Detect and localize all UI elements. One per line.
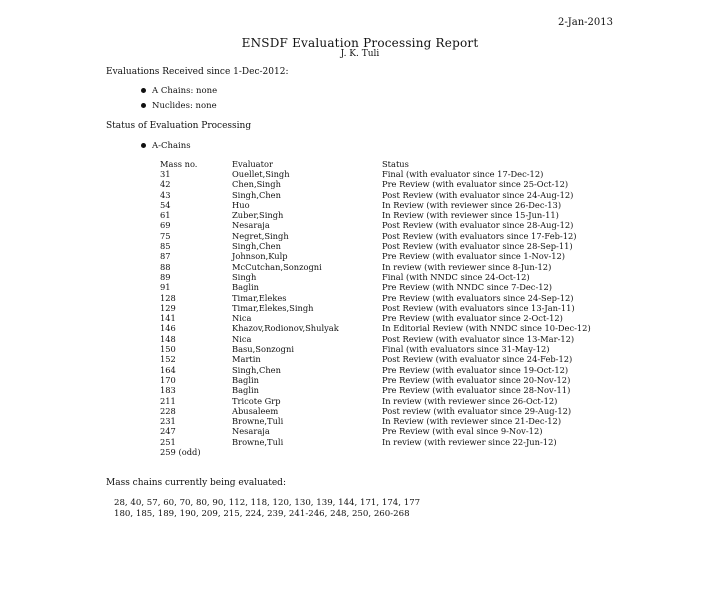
- cell-status: In review (with reviewer since 26-Oct-12): [382, 395, 558, 406]
- cell-evaluator: Nica: [232, 333, 252, 344]
- cell-status: Post Review (with evaluators since 13-Jan-11): [382, 302, 575, 313]
- cell-evaluator: Browne,Tuli: [232, 436, 284, 447]
- cell-mass-number: 85: [160, 241, 171, 252]
- cell-evaluator: Singh,Chen: [232, 364, 281, 375]
- cell-mass-number: 164: [160, 364, 176, 375]
- status-table-header: [156, 159, 652, 169]
- cell-status: Post Review (with evaluator since 13-Mar-12): [382, 333, 575, 344]
- cell-mass-number: 228: [160, 405, 176, 416]
- table-row: [156, 334, 652, 344]
- cell-mass-number: 87: [160, 251, 171, 262]
- cell-status: In review (with reviewer since 8-Jun-12): [382, 261, 552, 272]
- cell-evaluator: Baglin: [232, 282, 260, 293]
- table-row: [156, 293, 652, 303]
- cell-mass-number: 54: [160, 199, 171, 210]
- cell-status: In review (with reviewer since 22-Jun-12): [382, 436, 557, 447]
- table-row: [156, 210, 652, 220]
- cell-evaluator: Nesaraja: [232, 426, 270, 437]
- cell-evaluator: Singh,Chen: [232, 189, 281, 200]
- cell-evaluator: Baglin: [232, 385, 260, 396]
- cell-status: In Review (with reviewer since 15-Jun-11): [382, 210, 559, 221]
- cell-evaluator: Timar,Elekes,Singh: [232, 302, 314, 313]
- cell-mass-number: 42: [160, 179, 171, 190]
- cell-status: Final (with NNDC since 24-Oct-12): [382, 271, 530, 282]
- cell-mass-number: 43: [160, 189, 171, 200]
- cell-mass-number: 141: [160, 313, 176, 324]
- status-subheading-label: A-Chains: [152, 141, 191, 151]
- table-row: [156, 179, 652, 189]
- cell-status: Pre Review (with evaluator since 1-Nov-12): [382, 251, 566, 262]
- table-row: [156, 437, 652, 447]
- table-row: [156, 169, 652, 179]
- status-table: [156, 159, 652, 457]
- cell-mass-number: 146: [160, 323, 176, 334]
- table-row: [156, 190, 652, 200]
- received-item-label: A Chains: none: [152, 86, 218, 96]
- cell-mass-number: 251: [160, 436, 176, 447]
- cell-mass-number: 259 (odd): [160, 447, 201, 458]
- received-heading: Evaluations Received since 1-Dec-2012:: [106, 67, 289, 77]
- cell-evaluator: Abusaleem: [232, 405, 279, 416]
- received-item-label: Nuclides: none: [152, 101, 217, 111]
- cell-mass-number: 170: [160, 374, 176, 385]
- status-table-body: [156, 169, 652, 457]
- cell-evaluator: Singh: [232, 271, 257, 282]
- table-row: [156, 426, 652, 436]
- table-row: [156, 365, 652, 375]
- cell-evaluator: Martin: [232, 354, 261, 365]
- table-row: [156, 241, 652, 251]
- cell-status: Final (with evaluators since 31-May-12): [382, 344, 550, 355]
- table-row: [156, 396, 652, 406]
- cell-evaluator: Browne,Tuli: [232, 416, 284, 427]
- cell-status: [382, 447, 652, 457]
- cell-evaluator: Negret,Singh: [232, 230, 289, 241]
- mass-chains-line-2: 180, 185, 189, 190, 209, 215, 224, 239, 241-246, 248, 250, 260-268: [114, 509, 410, 519]
- table-row: [156, 251, 652, 261]
- table-row: [156, 313, 652, 323]
- table-row: [156, 323, 652, 333]
- table-row: [156, 385, 652, 395]
- cell-evaluator: Huo: [232, 199, 250, 210]
- cell-status: In Editorial Review (with NNDC since 10-Dec-12): [382, 323, 591, 334]
- cell-status: Pre Review (with evaluator since 25-Oct-12): [382, 179, 569, 190]
- mass-chains-line-1: 28, 40, 57, 60, 70, 80, 90, 112, 118, 120, 130, 139, 144, 171, 174, 177: [114, 498, 421, 508]
- cell-status: Pre Review (with evaluator since 2-Oct-12): [382, 313, 563, 324]
- cell-status: Pre Review (with eval since 9-Nov-12): [382, 426, 543, 437]
- status-subheading: [141, 141, 191, 151]
- cell-status: Pre Review (with evaluator since 19-Oct-12): [382, 364, 569, 375]
- cell-status: Pre Review (with evaluators since 24-Sep-12): [382, 292, 574, 303]
- cell-mass-number: 148: [160, 333, 176, 344]
- bullet-icon: [141, 143, 146, 148]
- status-heading: Status of Evaluation Processing: [106, 121, 252, 131]
- bullet-icon: [141, 88, 146, 93]
- table-row: [156, 272, 652, 282]
- table-row: [156, 447, 652, 457]
- cell-evaluator: Johnson,Kulp: [232, 251, 288, 262]
- cell-mass-number: 69: [160, 220, 171, 231]
- cell-mass-number: 88: [160, 261, 171, 272]
- cell-status: Post review (with evaluator since 29-Aug-12): [382, 405, 572, 416]
- cell-mass-number: 152: [160, 354, 176, 365]
- cell-status: Post Review (with evaluator since 28-Aug-12): [382, 220, 574, 231]
- report-author: J. K. Tuli: [340, 49, 380, 59]
- cell-evaluator: McCutchan,Sonzogni: [232, 261, 322, 272]
- cell-mass-number: 91: [160, 282, 171, 293]
- cell-status: Post Review (with evaluators since 17-Feb-12): [382, 230, 577, 241]
- table-row: [156, 416, 652, 426]
- table-row: [156, 406, 652, 416]
- table-row: [156, 220, 652, 230]
- cell-mass-number: 231: [160, 416, 176, 427]
- table-row: [156, 303, 652, 313]
- table-row: [156, 354, 652, 364]
- mass-chains-heading: Mass chains currently being evaluated:: [106, 478, 286, 488]
- cell-status: Pre Review (with evaluator since 28-Nov-11): [382, 385, 571, 396]
- column-header-status: Status: [382, 159, 409, 169]
- cell-mass-number: 129: [160, 302, 176, 313]
- cell-status: Post Review (with evaluator since 24-Aug-12): [382, 189, 574, 200]
- cell-mass-number: 211: [160, 395, 176, 406]
- cell-status: In Review (with reviewer since 26-Dec-13): [382, 199, 562, 210]
- cell-status: In Review (with reviewer since 21-Dec-12): [382, 416, 562, 427]
- cell-mass-number: 183: [160, 385, 176, 396]
- cell-evaluator: Nica: [232, 313, 252, 324]
- cell-evaluator: [232, 447, 382, 457]
- received-item-a-chains: [141, 86, 217, 96]
- cell-mass-number: 75: [160, 230, 171, 241]
- table-row: [156, 200, 652, 210]
- column-header-mass: Mass no.: [160, 159, 198, 169]
- bullet-icon: [141, 103, 146, 108]
- table-row: [156, 282, 652, 292]
- cell-evaluator: Ouellet,Singh: [232, 169, 290, 179]
- cell-evaluator: Tricote Grp: [232, 395, 281, 406]
- cell-status: Pre Review (with evaluator since 20-Nov-12): [382, 374, 571, 385]
- cell-evaluator: Nesaraja: [232, 220, 270, 231]
- cell-status: Pre Review (with NNDC since 7-Dec-12): [382, 282, 553, 293]
- received-item-nuclides: [141, 101, 217, 111]
- column-header-evaluator: Evaluator: [232, 159, 273, 169]
- cell-evaluator: Zuber,Singh: [232, 210, 284, 221]
- table-row: [156, 344, 652, 354]
- cell-mass-number: 31: [160, 169, 171, 179]
- cell-mass-number: 89: [160, 271, 171, 282]
- cell-status: Final (with evaluator since 17-Dec-12): [382, 169, 544, 179]
- table-row: [156, 375, 652, 385]
- cell-evaluator: Singh,Chen: [232, 241, 281, 252]
- cell-status: Post Review (with evaluator since 24-Feb-12): [382, 354, 573, 365]
- cell-mass-number: 61: [160, 210, 171, 221]
- cell-evaluator: Chen,Singh: [232, 179, 281, 190]
- cell-status: Post Review (with evaluator since 28-Sep-11): [382, 241, 573, 252]
- cell-evaluator: Timar,Elekes: [232, 292, 287, 303]
- cell-evaluator: Khazov,Rodionov,Shulyak: [232, 323, 339, 334]
- cell-evaluator: Baglin: [232, 374, 260, 385]
- report-date: 2-Jan-2013: [558, 17, 613, 28]
- table-row: [156, 231, 652, 241]
- cell-mass-number: 247: [160, 426, 176, 437]
- table-row: [156, 262, 652, 272]
- cell-mass-number: 128: [160, 292, 176, 303]
- report-title: ENSDF Evaluation Processing Report: [241, 36, 479, 50]
- cell-evaluator: Basu,Sonzogni: [232, 344, 294, 355]
- cell-mass-number: 150: [160, 344, 176, 355]
